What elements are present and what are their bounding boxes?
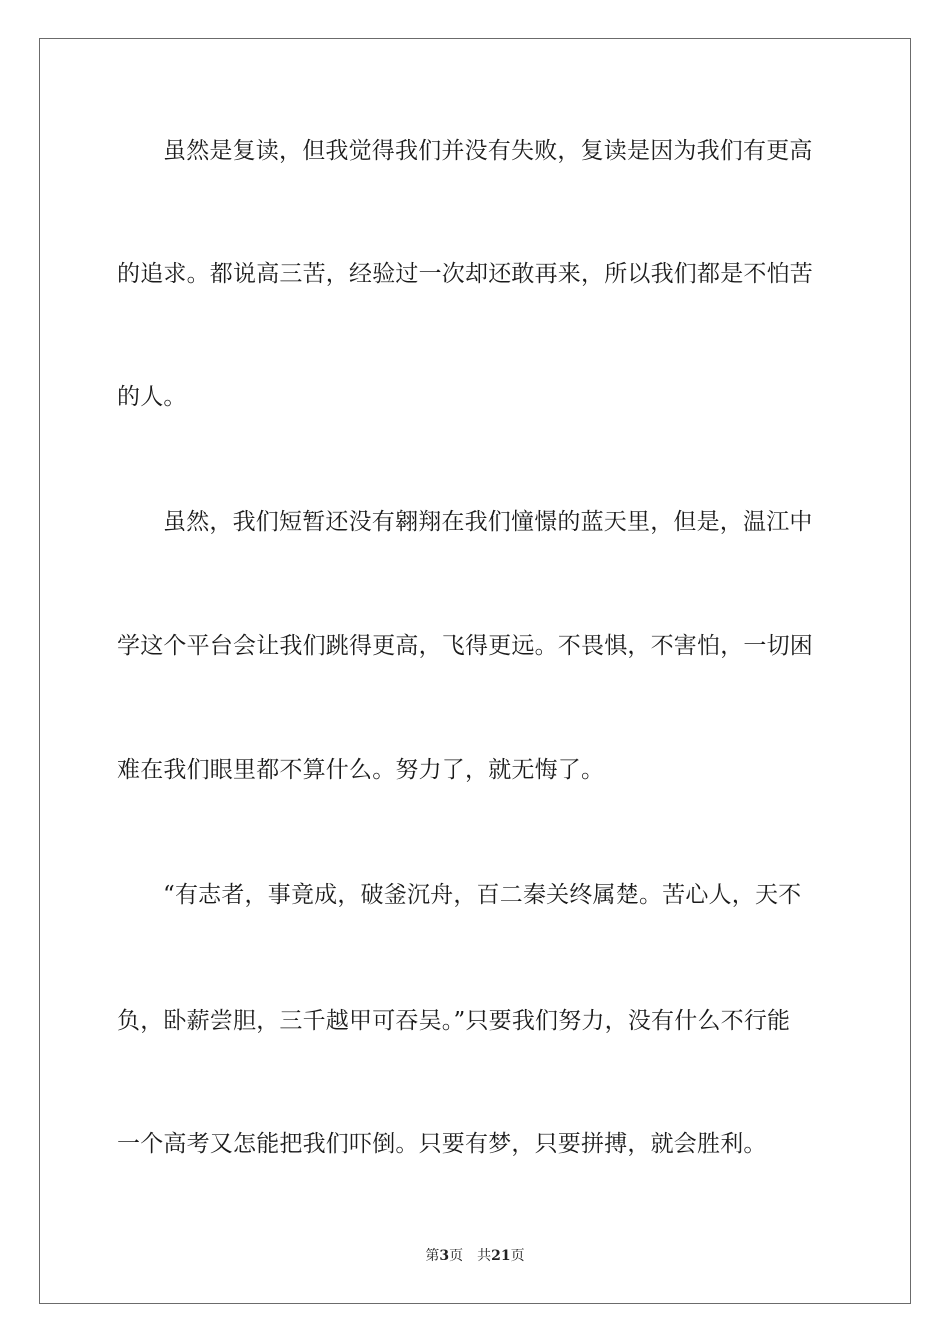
total-suffix: 页: [510, 1248, 525, 1264]
paragraph-3-line-3: 一个高考又怎能把我们吓倒。只要有梦，只要拼搏，就会胜利。: [117, 1131, 767, 1157]
total-pages: 21: [491, 1248, 511, 1264]
total-prefix: 共: [477, 1248, 492, 1264]
paragraph-3-line-2: 负，卧薪尝胆，三千越甲可吞吴。”只要我们努力，没有什么不行能: [117, 1008, 791, 1034]
page-footer: [0, 1247, 950, 1265]
page-number: 3: [439, 1248, 450, 1264]
page-suffix: 页: [449, 1248, 464, 1264]
page-prefix: 第: [425, 1248, 440, 1264]
paragraph-3-line-1: “有志者，事竟成，破釜沉舟，百二秦关终属楚。苦心人，天不: [163, 882, 802, 908]
paragraph-2-line-1: 虽然，我们短暂还没有翱翔在我们憧憬的蓝天里，但是，温江中: [163, 509, 813, 535]
paragraph-2-line-3: 难在我们眼里都不算什么。努力了，就无悔了。: [117, 757, 605, 783]
page-border: [39, 38, 911, 1304]
paragraph-1-line-2: 的追求。都说高三苦，经验过一次却还敢再来，所以我们都是不怕苦: [117, 261, 813, 287]
paragraph-1-line-3: 的人。: [117, 384, 187, 410]
paragraph-1-line-1: 虽然是复读，但我觉得我们并没有失败，复读是因为我们有更高: [163, 138, 813, 164]
paragraph-2-line-2: 学这个平台会让我们跳得更高，飞得更远。不畏惧，不害怕，一切困: [117, 633, 813, 659]
